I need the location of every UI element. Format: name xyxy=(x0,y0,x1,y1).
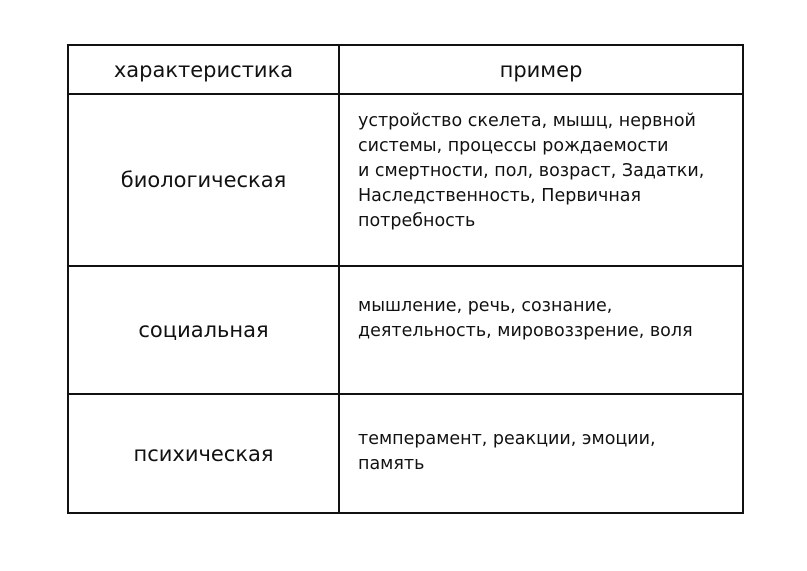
characteristics-table xyxy=(67,44,744,514)
header-example: пример xyxy=(499,57,583,82)
example-cell xyxy=(340,395,742,512)
example-cell xyxy=(340,267,742,393)
characteristic-cell: психическая xyxy=(69,395,340,512)
example-text: темперамент, реакции, эмоции, память xyxy=(358,429,656,474)
example-text: мышление, речь, сознание, деятельность, мировоззрение, воля xyxy=(358,296,693,341)
example-text: устройство скелета, мышц, нервной системы, процессы рождаемости и смертности, пол, возраст, Задатки, Наследственность, Первичная потребность xyxy=(358,111,705,231)
characteristic-cell: социальная xyxy=(69,267,340,393)
table-row xyxy=(69,95,742,267)
header-characteristic: характеристика xyxy=(69,46,340,93)
characteristic-cell: биологическая xyxy=(69,95,340,265)
table-row xyxy=(69,395,742,512)
table-row xyxy=(69,267,742,395)
example-cell xyxy=(340,95,742,265)
table-header-row xyxy=(69,46,742,95)
